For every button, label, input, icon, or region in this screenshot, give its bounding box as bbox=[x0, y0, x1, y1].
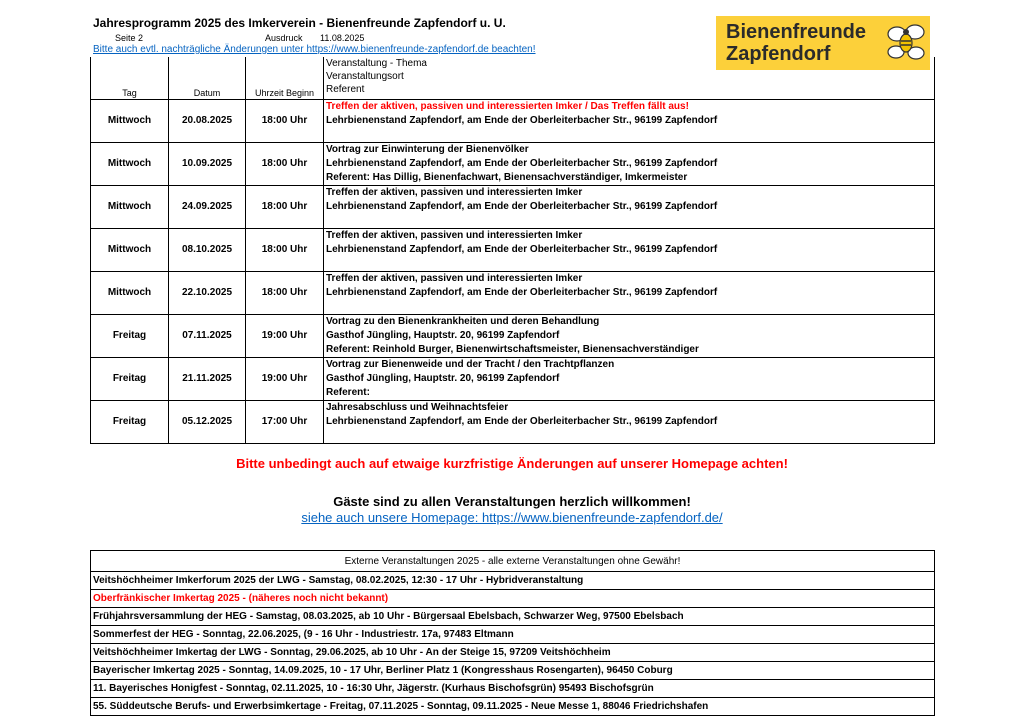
table-row bbox=[91, 228, 935, 271]
table-row bbox=[91, 271, 935, 314]
event-detail-line: Jahresabschluss und Weihnachtsfeier bbox=[326, 401, 509, 413]
event-day: Freitag bbox=[91, 314, 169, 357]
event-day: Freitag bbox=[91, 357, 169, 400]
event-details bbox=[324, 99, 935, 142]
external-events-table bbox=[90, 550, 935, 716]
event-time: 18:00 Uhr bbox=[246, 228, 324, 271]
table-row bbox=[91, 142, 935, 185]
event-time: 18:00 Uhr bbox=[246, 271, 324, 314]
event-time: 18:00 Uhr bbox=[246, 142, 324, 185]
external-event-text: Bayerischer Imkertag 2025 - Sonntag, 14.09.2025, 10 - 17 Uhr, Berliner Platz 1 (Kongresshaus Rosengarten), 96450 Coburg bbox=[91, 662, 935, 680]
event-detail-line: Lehrbienenstand Zapfendorf, am Ende der Oberleiterbacher Str., 96199 Zapfendorf bbox=[326, 157, 718, 169]
logo-line-2: Zapfendorf bbox=[726, 43, 831, 65]
event-detail-line: Gasthof Jüngling, Hauptstr. 20, 96199 Zapfendorf bbox=[326, 329, 560, 341]
event-detail-line: Lehrbienenstand Zapfendorf, am Ende der Oberleiterbacher Str., 96199 Zapfendorf bbox=[326, 286, 718, 298]
table-row bbox=[91, 314, 935, 357]
changes-note-link[interactable]: Bitte auch evtl. nachträgliche Änderungen unter https://www.bienenfreunde-zapfendorf.de beachten! bbox=[93, 44, 536, 55]
event-time: 19:00 Uhr bbox=[246, 357, 324, 400]
table-row bbox=[91, 357, 935, 400]
table-row bbox=[91, 99, 935, 142]
event-details bbox=[324, 142, 935, 185]
event-detail-line: Vortrag zu den Bienenkrankheiten und deren Behandlung bbox=[326, 315, 600, 327]
event-detail-line: Lehrbienenstand Zapfendorf, am Ende der Oberleiterbacher Str., 96199 Zapfendorf bbox=[326, 200, 718, 212]
event-detail-line: Treffen der aktiven, passiven und interessierten Imker / Das Treffen fällt aus! bbox=[326, 100, 689, 112]
table-row bbox=[91, 185, 935, 228]
event-detail-line: Treffen der aktiven, passiven und interessierten Imker bbox=[326, 186, 583, 198]
event-detail-line: Vortrag zur Bienenweide und der Tracht / den Trachtpflanzen bbox=[326, 358, 615, 370]
external-event-text: Sommerfest der HEG - Sonntag, 22.06.2025, (9 - 16 Uhr - Industriestr. 17a, 97483 Eltmann bbox=[91, 626, 935, 644]
event-time: 19:00 Uhr bbox=[246, 314, 324, 357]
header-time: Uhrzeit Beginn bbox=[246, 57, 324, 99]
print-label: Ausdruck bbox=[265, 33, 303, 43]
external-event-row bbox=[91, 644, 935, 662]
event-detail-line: Lehrbienenstand Zapfendorf, am Ende der Oberleiterbacher Str., 96199 Zapfendorf bbox=[326, 243, 718, 255]
external-event-text: 11. Bayerisches Honigfest - Sonntag, 02.11.2025, 10 - 16:30 Uhr, Jägerstr. (Kurhaus Bischofsgrün) 95493 Bischofsgrün bbox=[91, 680, 935, 698]
changes-warning: Bitte unbedingt auch auf etwaige kurzfristige Änderungen auf unserer Homepage achten! bbox=[236, 456, 788, 471]
event-detail-line: Referent: bbox=[326, 386, 370, 398]
event-date: 07.11.2025 bbox=[169, 314, 246, 357]
header-event-location: Veranstaltungsort bbox=[326, 71, 404, 82]
homepage-link[interactable]: siehe auch unsere Homepage: https://www.bienenfreunde-zapfendorf.de/ bbox=[301, 510, 723, 525]
event-details bbox=[324, 185, 935, 228]
external-event-row bbox=[91, 626, 935, 644]
event-details bbox=[324, 400, 935, 443]
event-day: Mittwoch bbox=[91, 228, 169, 271]
header-event-speaker: Referent bbox=[326, 84, 365, 95]
header-date: Datum bbox=[169, 57, 246, 99]
event-day: Mittwoch bbox=[91, 271, 169, 314]
logo-line-1: Bienenfreunde bbox=[726, 21, 867, 43]
external-event-row bbox=[91, 590, 935, 608]
external-event-row bbox=[91, 680, 935, 698]
event-time: 18:00 Uhr bbox=[246, 185, 324, 228]
external-event-text: Oberfränkischer Imkertag 2025 - (näheres noch nicht bekannt) bbox=[91, 590, 935, 608]
event-time: 18:00 Uhr bbox=[246, 99, 324, 142]
event-date: 05.12.2025 bbox=[169, 400, 246, 443]
event-date: 21.11.2025 bbox=[169, 357, 246, 400]
header-day: Tag bbox=[91, 57, 169, 99]
event-details bbox=[324, 314, 935, 357]
event-day: Mittwoch bbox=[91, 99, 169, 142]
external-event-row bbox=[91, 608, 935, 626]
event-date: 24.09.2025 bbox=[169, 185, 246, 228]
event-detail-line: Gasthof Jüngling, Hauptstr. 20, 96199 Zapfendorf bbox=[326, 372, 560, 384]
event-details bbox=[324, 271, 935, 314]
header-event bbox=[324, 57, 935, 99]
event-date: 22.10.2025 bbox=[169, 271, 246, 314]
external-event-text: Frühjahrsversammlung der HEG - Samstag, 08.03.2025, ab 10 Uhr - Bürgersaal Ebelsbach, Schwarzer Weg, 97500 Ebelsbach bbox=[91, 608, 935, 626]
event-detail-line: Referent: Reinhold Burger, Bienenwirtschaftsmeister, Bienensachverständiger bbox=[326, 343, 699, 355]
external-event-row bbox=[91, 662, 935, 680]
guests-welcome: Gäste sind zu allen Veranstaltungen herzlich willkommen! bbox=[333, 494, 691, 509]
event-detail-line: Lehrbienenstand Zapfendorf, am Ende der Oberleiterbacher Str., 96199 Zapfendorf bbox=[326, 114, 718, 126]
event-detail-line: Treffen der aktiven, passiven und interessierten Imker bbox=[326, 272, 583, 284]
external-event-text: Veitshöchheimer Imkertag der LWG - Sonntag, 29.06.2025, ab 10 Uhr - An der Steige 15, 97209 Veitshöchheim bbox=[91, 644, 935, 662]
table-row bbox=[91, 400, 935, 443]
event-detail-line: Treffen der aktiven, passiven und interessierten Imker bbox=[326, 229, 583, 241]
event-details bbox=[324, 228, 935, 271]
event-detail-line: Referent: Has Dillig, Bienenfachwart, Bienensachverständiger, Imkermeister bbox=[326, 171, 688, 183]
page-number: Seite 2 bbox=[115, 33, 144, 43]
external-events-header: Externe Veranstaltungen 2025 - alle externe Veranstaltungen ohne Gewähr! bbox=[91, 551, 935, 572]
event-detail-line: Lehrbienenstand Zapfendorf, am Ende der Oberleiterbacher Str., 96199 Zapfendorf bbox=[326, 415, 718, 427]
event-date: 10.09.2025 bbox=[169, 142, 246, 185]
external-event-row bbox=[91, 572, 935, 590]
program-table bbox=[90, 57, 935, 444]
print-date: 11.08.2025 bbox=[320, 33, 365, 43]
event-time: 17:00 Uhr bbox=[246, 400, 324, 443]
header-event-topic: Veranstaltung - Thema bbox=[326, 58, 427, 69]
event-day: Mittwoch bbox=[91, 142, 169, 185]
event-detail-line: Vortrag zur Einwinterung der Bienenvölker bbox=[326, 143, 529, 155]
event-date: 20.08.2025 bbox=[169, 99, 246, 142]
event-day: Freitag bbox=[91, 400, 169, 443]
external-event-text: 55. Süddeutsche Berufs- und Erwerbsimkertage - Freitag, 07.11.2025 - Sonntag, 09.11.2025 - Neue Messe 1, 88046 Friedrichshafen bbox=[91, 698, 935, 716]
event-details bbox=[324, 357, 935, 400]
program-table-header bbox=[91, 57, 935, 99]
event-day: Mittwoch bbox=[91, 185, 169, 228]
page-title: Jahresprogramm 2025 des Imkerverein - Bienenfreunde Zapfendorf u. U. bbox=[93, 16, 506, 30]
external-event-text: Veitshöchheimer Imkerforum 2025 der LWG - Samstag, 08.02.2025, 12:30 - 17 Uhr - Hybridveranstaltung bbox=[91, 572, 935, 590]
event-date: 08.10.2025 bbox=[169, 228, 246, 271]
external-event-row bbox=[91, 698, 935, 716]
